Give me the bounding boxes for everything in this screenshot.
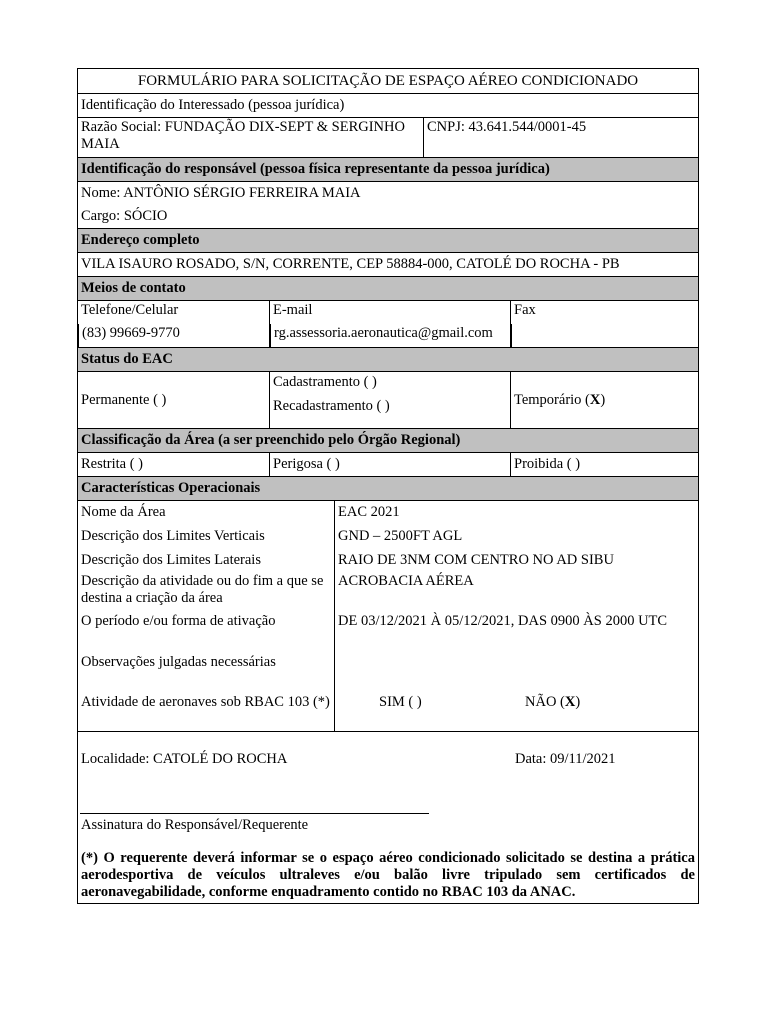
- fax-col: [510, 301, 698, 347]
- assinatura-label: Assinatura do Responsável/Requerente: [81, 817, 309, 833]
- form-title-row: [78, 69, 698, 93]
- temporario-mark: X: [589, 391, 601, 408]
- endereco-heading-row: [78, 228, 698, 252]
- char-label: Descrição dos Limites Laterais: [81, 551, 261, 568]
- char-label: Descrição dos Limites Verticais: [81, 527, 265, 544]
- contato-heading-row: [78, 276, 698, 300]
- nao-close: ): [575, 694, 581, 710]
- responsavel-cargo: Cargo: SÓCIO: [81, 208, 168, 224]
- temporario-close: ): [600, 391, 606, 408]
- telefone-label: Telefone/Celular: [81, 302, 179, 318]
- char-value: EAC 2021: [334, 501, 698, 524]
- telefone-value: (83) 99669-9770: [78, 324, 269, 347]
- nao-label: NÃO (: [525, 694, 565, 710]
- email-col: [269, 301, 510, 347]
- char-value: [334, 653, 698, 693]
- char-label: Observações julgadas necessárias: [81, 654, 276, 670]
- status-cadastramento: Cadastramento ( ): [273, 374, 377, 390]
- classificacao-row: [78, 452, 698, 476]
- rbac-nao: [525, 694, 580, 711]
- data: Data: 09/11/2021: [515, 751, 616, 767]
- char-row: [78, 524, 698, 548]
- razao-cnpj-row: [78, 117, 698, 157]
- class-perigosa: Perigosa ( ): [269, 453, 510, 476]
- eac-form: [77, 68, 699, 904]
- rbac-note: (*) O requerente deverá informar se o espaço aéreo condicionado solicitado se destina a prática aerodesportiva de veículos ultraleves e/ou balão livre tripulado sem certificados de aeronavegabilidade, conforme enquadramento contido no RBAC 103 da ANAC.: [81, 850, 695, 900]
- fax-label: Fax: [514, 302, 536, 318]
- status-recadastramento: Recadastramento ( ): [273, 398, 390, 414]
- responsavel-nome: Nome: ANTÔNIO SÉRGIO FERREIRA MAIA: [81, 185, 361, 201]
- form-title: FORMULÁRIO PARA SOLICITAÇÃO DE ESPAÇO AÉREO CONDICIONADO: [137, 72, 639, 89]
- char-row: [78, 653, 698, 693]
- char-row: [78, 612, 698, 653]
- rbac-label: Atividade de aeronaves sob RBAC 103 (*): [81, 694, 330, 710]
- localidade: Localidade: CATOLÉ DO ROCHA: [81, 751, 288, 767]
- char-row: [78, 500, 698, 524]
- endereco-heading: Endereço completo: [81, 232, 200, 248]
- char-label: O período e/ou forma de ativação: [81, 613, 276, 629]
- endereco-row: [78, 252, 698, 276]
- email-label: E-mail: [273, 302, 313, 318]
- rbac-sim: SIM ( ): [379, 694, 422, 710]
- rbac-options: [334, 693, 698, 731]
- char-row: [78, 548, 698, 572]
- char-row: [78, 572, 698, 612]
- class-restrita: Restrita ( ): [81, 456, 144, 472]
- status-permanente: Permanente ( ): [81, 391, 167, 408]
- interessado-heading: Identificação do Interessado (pessoa jurídica): [81, 97, 345, 113]
- responsavel-heading: Identificação do responsável (pessoa física representante da pessoa jurídica): [81, 161, 550, 177]
- nome-row: [78, 181, 698, 205]
- status-cadastro-col: [269, 372, 510, 428]
- classificacao-heading-row: [78, 428, 698, 452]
- contato-row: [78, 300, 698, 347]
- signature-line: [80, 813, 429, 814]
- status-temporario: [510, 372, 698, 428]
- rbac-row: [78, 693, 698, 731]
- cnpj: CNPJ: 43.641.544/0001-45: [423, 118, 698, 157]
- nao-mark: X: [564, 694, 576, 710]
- char-value: GND – 2500FT AGL: [334, 524, 698, 548]
- endereco-value: VILA ISAURO ROSADO, S/N, CORRENTE, CEP 58884-000, CATOLÉ DO ROCHA - PB: [81, 256, 620, 272]
- signature-section: [78, 731, 698, 903]
- caracteristicas-heading: Características Operacionais: [81, 480, 261, 496]
- char-label: Descrição da atividade ou do fim a que se destina a criação da área: [81, 573, 324, 606]
- temporario-label: Temporário (: [514, 391, 590, 408]
- status-heading-row: [78, 347, 698, 371]
- telefone-col: [78, 301, 269, 347]
- char-label: Nome da Área: [81, 504, 166, 520]
- class-proibida: Proibida ( ): [510, 453, 698, 476]
- char-value: RAIO DE 3NM COM CENTRO NO AD SIBU: [334, 548, 698, 572]
- char-value: DE 03/12/2021 À 05/12/2021, DAS 0900 ÀS 2000 UTC: [334, 612, 698, 653]
- classificacao-heading: Classificação da Área (a ser preenchido pelo Órgão Regional): [81, 432, 461, 448]
- fax-value: [511, 324, 698, 347]
- contato-heading: Meios de contato: [81, 280, 186, 296]
- razao-social: Razão Social: FUNDAÇÃO DIX-SEPT & SERGINHO MAIA: [81, 119, 405, 152]
- cargo-row: [78, 205, 698, 228]
- char-value: ACROBACIA AÉREA: [334, 572, 698, 612]
- interessado-heading-row: [78, 93, 698, 117]
- responsavel-heading-row: [78, 157, 698, 181]
- status-row: [78, 371, 698, 428]
- email-value: rg.assessoria.aeronautica@gmail.com: [270, 324, 510, 347]
- caracteristicas-heading-row: [78, 476, 698, 500]
- status-heading: Status do EAC: [81, 351, 173, 367]
